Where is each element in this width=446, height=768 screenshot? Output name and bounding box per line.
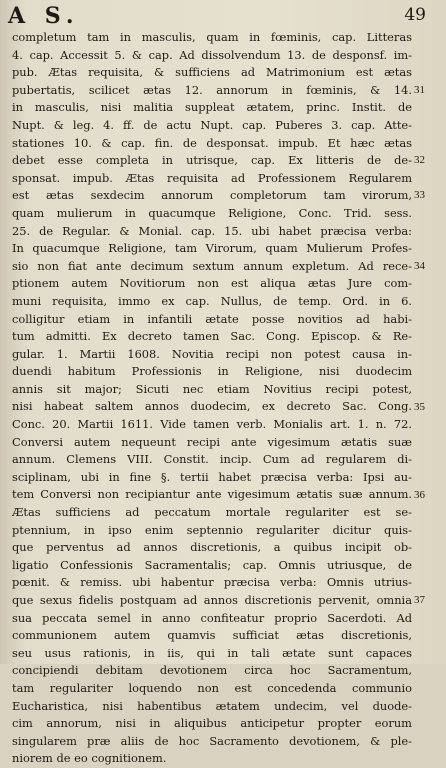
text-line: completum tam in masculis, quam in fœminis, cap. Litteras bbox=[12, 30, 412, 44]
text-line: communionem autem quamvis sufficiat ætas discretionis, bbox=[12, 628, 412, 643]
text-line: ligatio Confessionis Sacramentalis; cap. Omnis utriusque, de bbox=[12, 557, 412, 572]
text-line: Nupt. & leg. 4. ff. de actu Nupt. cap. Puberes 3. cap. Atte- bbox=[12, 117, 412, 132]
text-line: que perventus ad annos discretionis, a quibus incipit ob- bbox=[12, 540, 412, 555]
text-line: 25. de Regular. & Monial. cap. 15. ubi habet præcisa verba: bbox=[12, 223, 412, 238]
margin-number: 33 bbox=[414, 189, 425, 202]
text-line: que sexus fidelis postquam ad annos discretionis pervenit, omnia bbox=[12, 593, 412, 607]
margin-number: 32 bbox=[414, 154, 425, 167]
text-line: stationes 10. & cap. fin. de desponsat. impub. Et hæc ætas bbox=[12, 135, 412, 150]
text-body bbox=[12, 29, 412, 768]
text-line: pœnit. & remiss. ubi habentur præcisa verba: Omnis utrius- bbox=[12, 575, 412, 590]
text-line: Ætas sufficiens ad peccatum mortale regulariter est se- bbox=[12, 505, 412, 520]
text-line: niorem de eo cognitionem. bbox=[12, 751, 167, 766]
text-line: ptionem autem Novitiorum non est aliqua ætas Jure com- bbox=[12, 276, 412, 291]
margin-number: 34 bbox=[414, 259, 425, 272]
text-line: pubertatis, scilicet ætas 12. annorum in fœminis, & 14. bbox=[12, 82, 412, 97]
text-line: Eucharistica, nisi habentibus ætatem undecim, vel duode- bbox=[12, 698, 412, 713]
text-line: singularem præ aliis de hoc Sacramento devotionem, & ple- bbox=[12, 733, 412, 748]
text-line: cim annorum, nisi in aliquibus anticipetur propter eorum bbox=[12, 716, 412, 731]
running-title: A S. bbox=[8, 3, 80, 29]
text-line: duendi habitum Professionis in Religione, nisi duodecim bbox=[12, 364, 412, 379]
text-line: tam regulariter loquendo non est concedenda communio bbox=[12, 680, 412, 695]
text-line: annum. Clemens VIII. Constit. incip. Cum ad regularem di- bbox=[12, 452, 412, 467]
text-line: colligitur etiam in infantili ætate posse novitios ad habi- bbox=[12, 311, 412, 326]
text-line: debet esse completa in utrisque, cap. Ex litteris de de- bbox=[12, 153, 412, 168]
page-header bbox=[8, 4, 436, 28]
text-line: sio non fiat ante decimum sextum annum expletum. Ad rece- bbox=[12, 258, 412, 273]
text-line: sua peccata semel in anno confiteatur proprio Sacerdoti. Ad bbox=[12, 610, 412, 625]
text-line: est ætas sexdecim annorum completorum tam virorum, bbox=[12, 188, 412, 203]
text-line: concipiendi debitam devotionem circa hoc Sacramentum, bbox=[12, 663, 412, 678]
text-line: annis sit major; Sicuti nec etiam Novitius recipi potest, bbox=[12, 381, 412, 396]
text-line: tem Conversi non recipiantur ante vigesimum ætatis suæ annum. bbox=[12, 487, 412, 502]
text-line: In quacumque Religione, tam Virorum, quam Mulierum Profes- bbox=[12, 241, 412, 256]
text-line: in masculis, nisi malitia suppleat ætatem, princ. Instit. de bbox=[12, 100, 412, 115]
page-number: 49 bbox=[404, 5, 426, 25]
margin-number: 37 bbox=[414, 594, 425, 607]
text-line: nisi habeat saltem annos duodecim, ex decreto Sac. Cong. bbox=[12, 399, 412, 414]
text-line: pub. Ætas requisita, & sufficiens ad Matrimonium est ætas bbox=[12, 65, 412, 80]
text-line: gular. 1. Martii 1608. Novitia recipi non potest causa in- bbox=[12, 346, 412, 361]
text-line: muni requisita, immo ex cap. Nullus, de temp. Ord. in 6. bbox=[12, 293, 412, 308]
text-line: Conc. 20. Martii 1611. Vide tamen verb. Monialis art. 1. n. 72. bbox=[12, 417, 412, 432]
margin-number: 35 bbox=[414, 400, 425, 413]
text-line: 4. cap. Accessit 5. & cap. Ad dissolvendum 13. de desponsf. im- bbox=[12, 47, 412, 62]
text-line: quam mulierum in quacumque Religione, Conc. Trid. sess. bbox=[12, 205, 412, 220]
text-line: ptennium, in ipso enim septennio regulariter dicitur quis- bbox=[12, 522, 412, 537]
text-line: sciplinam, ubi in fine §. tertii habet præcisa verba: Ipsi au- bbox=[12, 469, 412, 484]
text-line: seu usus rationis, in iis, qui in tali ætate sunt capaces bbox=[12, 645, 412, 660]
text-line: Conversi autem nequeunt recipi ante vigesimum ætatis suæ bbox=[12, 434, 412, 449]
text-line: tum admitti. Ex decreto tamen Sac. Cong. Episcop. & Re- bbox=[12, 329, 412, 344]
margin-number: 36 bbox=[414, 488, 425, 501]
margin-number: 31 bbox=[414, 83, 425, 96]
text-line: sponsat. impub. Ætas requisita ad Professionem Regularem bbox=[12, 170, 412, 185]
